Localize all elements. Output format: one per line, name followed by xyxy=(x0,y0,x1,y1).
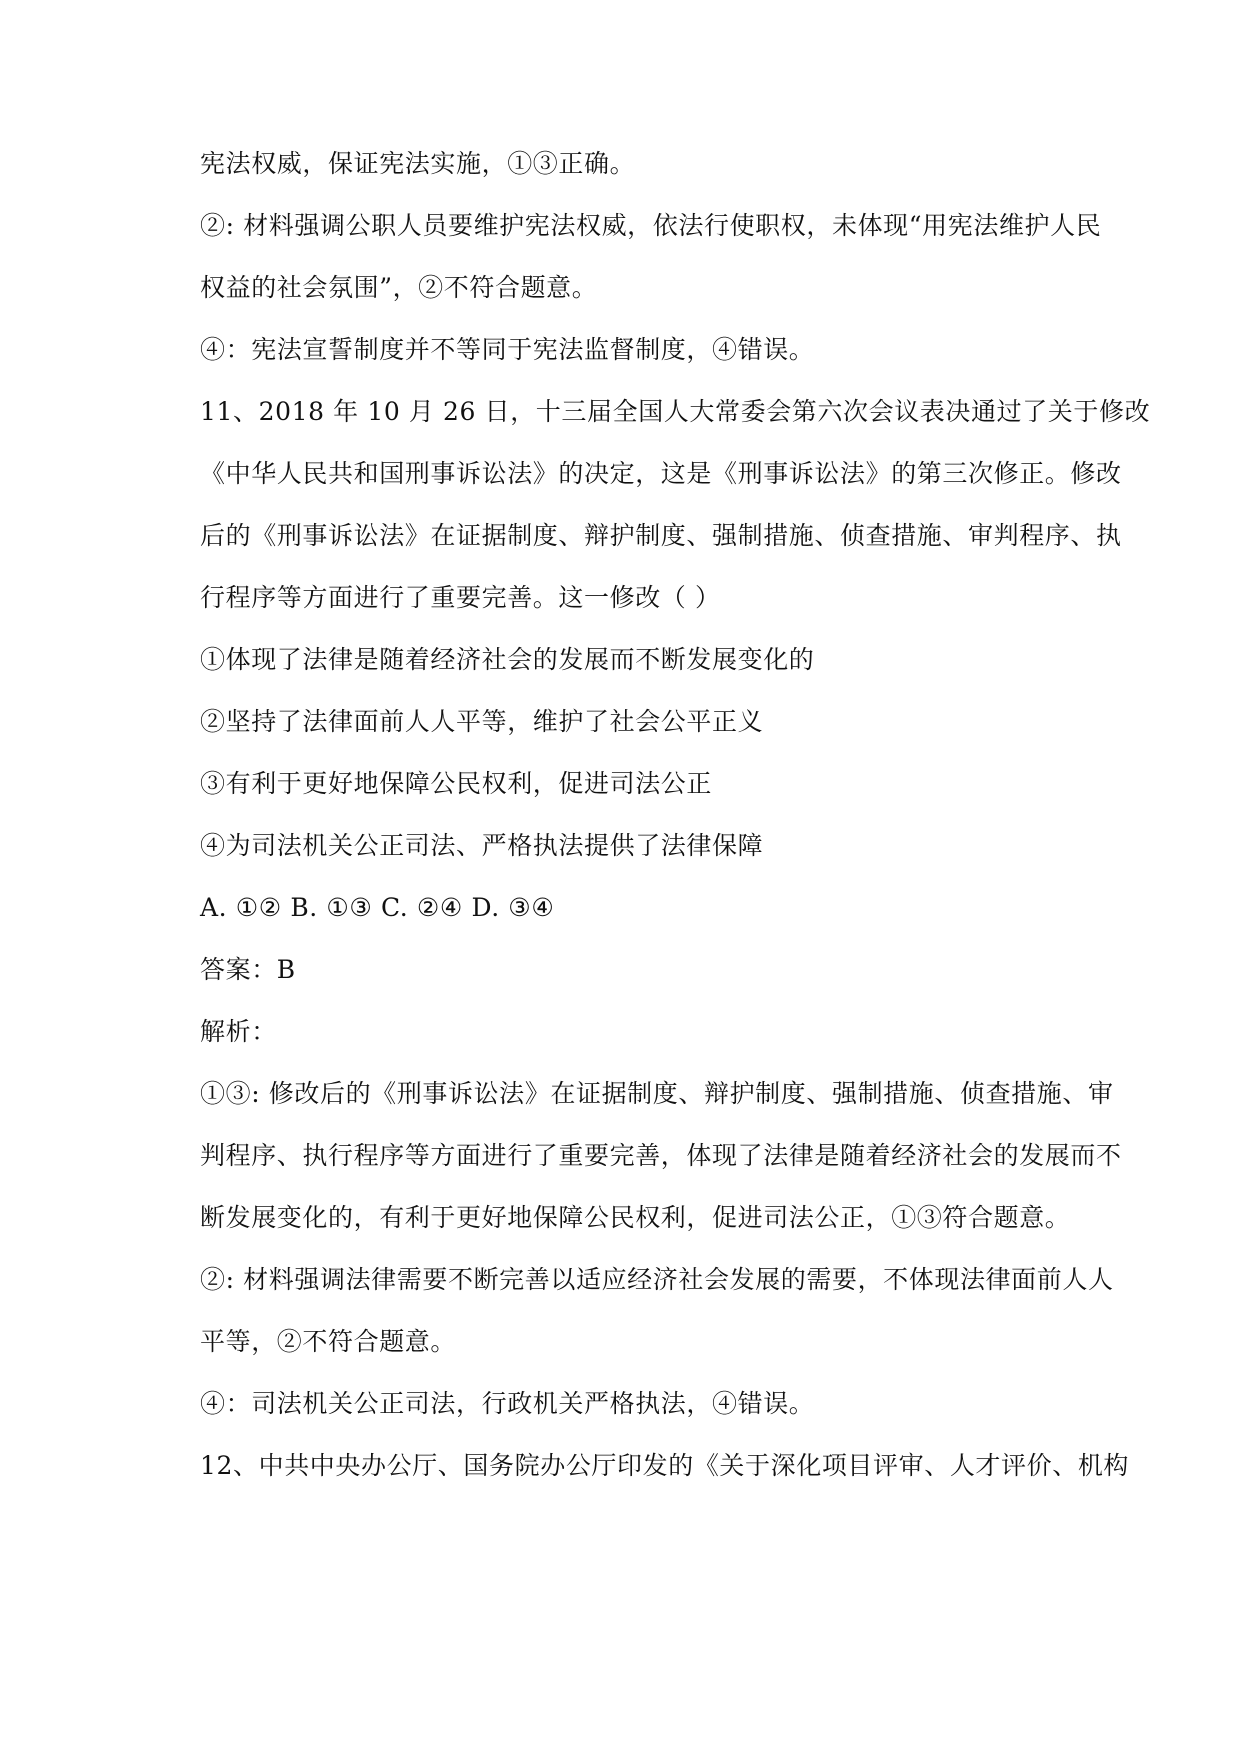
option-statement: ②坚持了法律面前人人平等，维护了社会公平正义 xyxy=(200,707,764,736)
option-statement: ④为司法机关公正司法、严格执法提供了法律保障 xyxy=(200,831,764,860)
text-line: ②: 材料强调公职人员要维护宪法权威，依法行使职权，未体现“用宪法维护人民 xyxy=(200,211,1102,240)
option-statement: ①体现了法律是随着经济社会的发展而不断发展变化的 xyxy=(200,645,815,674)
question-12-stem: 12、中共中央办公厅、国务院办公厅印发的《关于深化项目评审、人才评价、机构 xyxy=(200,1451,1130,1480)
answer-choices: A. ①② B. ①③ C. ②④ D. ③④ xyxy=(200,893,555,922)
text-line: 平等，②不符合题意。 xyxy=(200,1327,457,1356)
text-line: ②: 材料强调法律需要不断完善以适应经济社会发展的需要，不体现法律面前人人 xyxy=(200,1265,1114,1294)
text-line: 《中华人民共和国刑事诉讼法》的决定，这是《刑事诉讼法》的第三次修正。修改 xyxy=(200,459,1122,488)
option-statement: ③有利于更好地保障公民权利，促进司法公正 xyxy=(200,769,713,798)
text-line: ④：司法机关公正司法，行政机关严格执法，④错误。 xyxy=(200,1389,815,1418)
answer-line: 答案：B xyxy=(200,955,296,984)
text-line: 后的《刑事诉讼法》在证据制度、辩护制度、强制措施、侦查措施、审判程序、执 xyxy=(200,521,1122,550)
text-line: 判程序、执行程序等方面进行了重要完善，体现了法律是随着经济社会的发展而不 xyxy=(200,1141,1122,1170)
analysis-heading: 解析： xyxy=(200,1017,277,1046)
text-line: ④：宪法宣誓制度并不等同于宪法监督制度，④错误。 xyxy=(200,335,815,364)
question-11-stem: 11、2018 年 10 月 26 日，十三届全国人大常委会第六次会议表决通过了关于修改 xyxy=(200,397,1151,426)
text-line: 行程序等方面进行了重要完善。这一修改（ ） xyxy=(200,583,721,612)
text-line: ①③: 修改后的《刑事诉讼法》在证据制度、辩护制度、强制措施、侦查措施、审 xyxy=(200,1079,1114,1108)
text-line: 断发展变化的，有利于更好地保障公民权利，促进司法公正，①③符合题意。 xyxy=(200,1203,1071,1232)
text-line: 权益的社会氛围”，②不符合题意。 xyxy=(200,273,598,302)
text-line: 宪法权威，保证宪法实施，①③正确。 xyxy=(200,149,636,178)
